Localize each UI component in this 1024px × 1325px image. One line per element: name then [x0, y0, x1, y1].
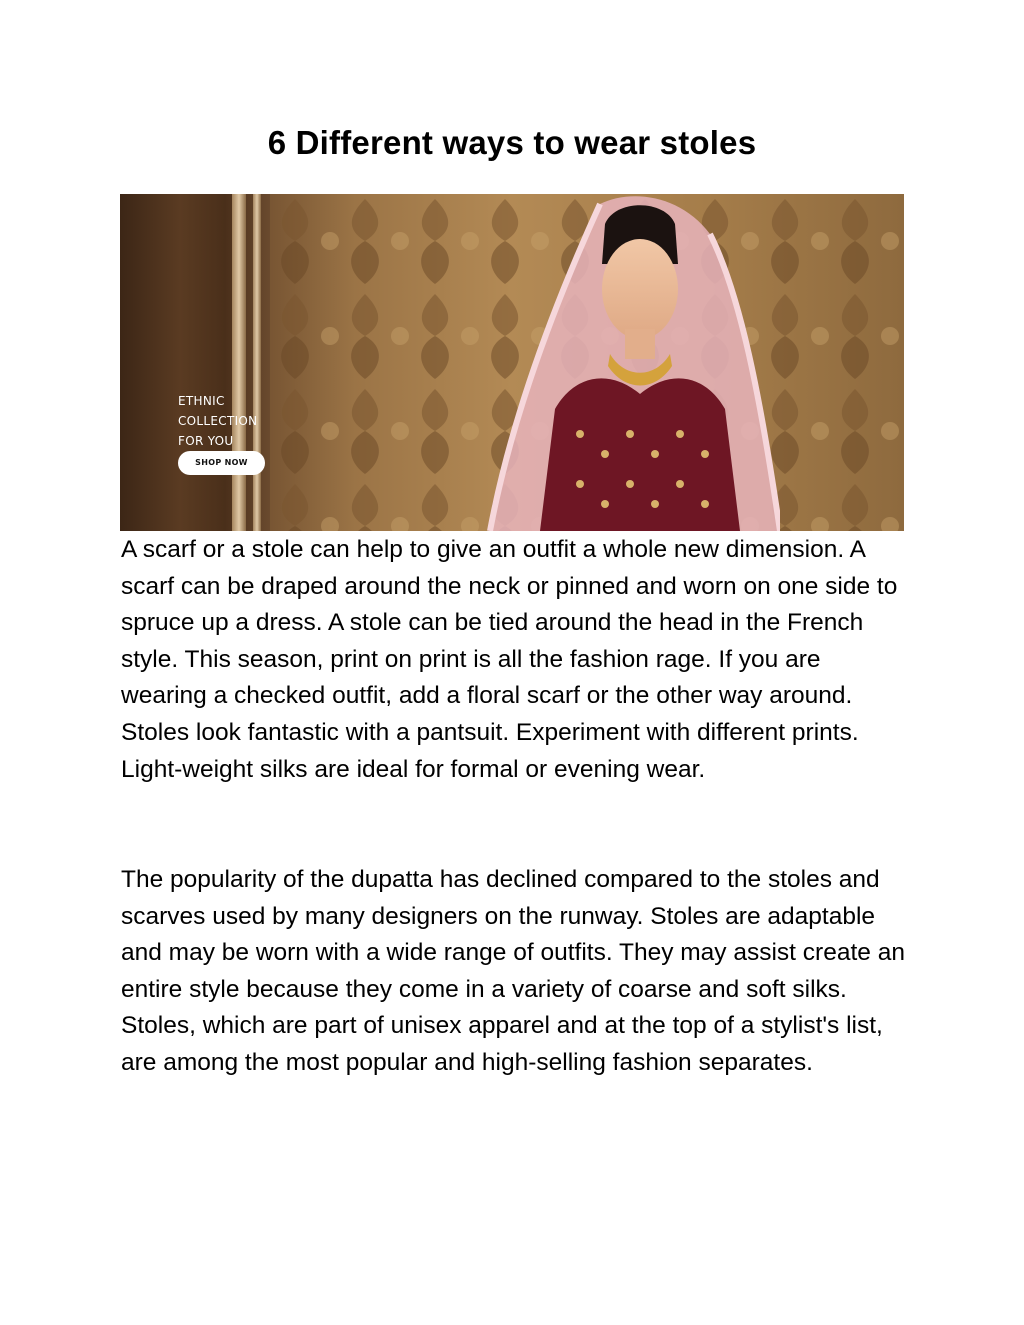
page-title: 6 Different ways to wear stoles — [267, 124, 757, 161]
banner-line-collection: COLLECTION — [178, 414, 258, 428]
paragraph-dupatta-popularity: The popularity of the dupatta has declined compared to the stoles and scarves used by many designers on the runway. Stoles are adaptable and may be worn with a wide range of outfits. They may assist create an entire style because they come in a variety of coarse and soft silks. Stoles, which are part of unisex apparel and at the top of a stylist's list, are among the most popular and high-selling fashion separates. — [121, 866, 905, 1076]
banner-headline — [178, 391, 257, 451]
ethnic-collection-banner[interactable] — [120, 194, 904, 531]
banner-line-for-you: FOR YOU — [178, 434, 234, 448]
carved-wooden-door — [120, 194, 270, 531]
paragraph-scarf-stole: A scarf or a stole can help to give an outfit a whole new dimension. A scarf can be draped around the neck or pinned and worn on one side to spruce up a dress. A stole can be tied around the head in the French style. This season, print on print is all the fashion rage. If you are wearing a checked outfit, add a floral scarf or the other way around. Stoles look fantastic with a pantsuit. Experiment with different prints. Light-weight silks are ideal for formal or evening wear. — [121, 536, 898, 783]
banner-line-ethnic: ETHNIC — [178, 394, 225, 408]
door-post — [253, 194, 261, 531]
door-post — [232, 194, 246, 531]
shop-now-button[interactable]: SHOP NOW — [178, 451, 265, 475]
model-in-bridal-lehenga — [480, 194, 780, 531]
